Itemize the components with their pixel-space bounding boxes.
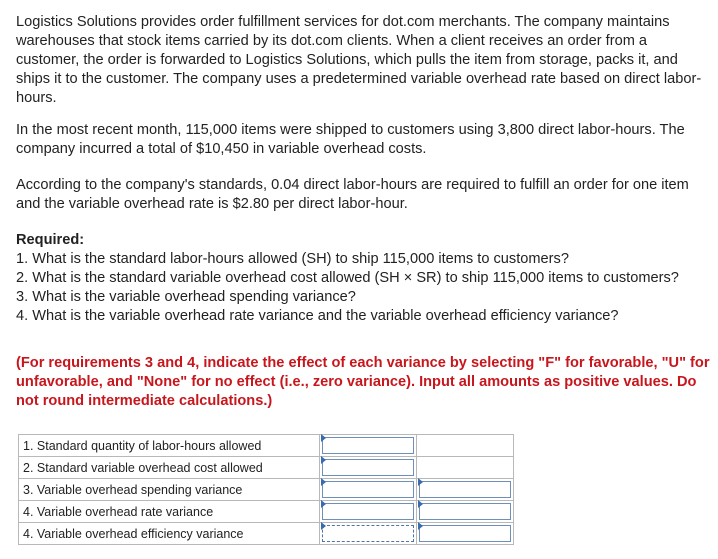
dropdown-marker-icon bbox=[418, 478, 423, 486]
input-marker-icon bbox=[321, 434, 326, 442]
input-marker-icon bbox=[321, 522, 326, 530]
amount-input[interactable] bbox=[322, 481, 414, 498]
input-marker-icon bbox=[321, 478, 326, 486]
answer-table bbox=[18, 434, 514, 545]
answer-row bbox=[19, 457, 514, 479]
empty-cell bbox=[417, 435, 514, 457]
effect-cell bbox=[417, 523, 514, 545]
standards-paragraph: According to the company's standards, 0.04 direct labor-hours are required to fulfill an order for one item and the variable overhead rate is $2.80 per direct labor-hour. bbox=[16, 177, 689, 212]
answer-row bbox=[19, 523, 514, 545]
amount-input[interactable] bbox=[322, 459, 414, 476]
required-item-1: 1. What is the standard labor-hours allowed (SH) to ship 115,000 items to customers? bbox=[16, 251, 569, 267]
answer-row bbox=[19, 435, 514, 457]
amount-input[interactable] bbox=[322, 503, 414, 520]
required-item-3: 3. What is the variable overhead spending variance? bbox=[16, 289, 356, 305]
answer-row bbox=[19, 501, 514, 523]
input-marker-icon bbox=[321, 456, 326, 464]
input-marker-icon bbox=[321, 500, 326, 508]
required-item-4: 4. What is the variable overhead rate variance and the variable overhead efficiency variance? bbox=[16, 308, 619, 324]
empty-cell bbox=[417, 457, 514, 479]
effect-cell bbox=[417, 479, 514, 501]
intro-paragraph: Logistics Solutions provides order fulfillment services for dot.com merchants. The company maintains warehouses that stock items carried by its dot.com clients. When a client receives an order from a customer, the order is forwarded to Logistics Solutions, which pulls the item from storage, packs it, and ships it to the customer. The company uses a predetermined variable overhead rate based on direct labor-hours. bbox=[16, 14, 702, 106]
row-label: 3. Variable overhead spending variance bbox=[19, 479, 320, 501]
amount-cell bbox=[320, 435, 417, 457]
dropdown-marker-icon bbox=[418, 522, 423, 530]
month-info-paragraph: In the most recent month, 115,000 items were shipped to customers using 3,800 direct labor-hours. The company incurred a total of $10,450 in variable overhead costs. bbox=[16, 122, 685, 157]
amount-cell bbox=[320, 501, 417, 523]
effect-cell bbox=[417, 501, 514, 523]
amount-input[interactable] bbox=[322, 525, 414, 542]
row-label: 2. Standard variable overhead cost allowed bbox=[19, 457, 320, 479]
instruction-note: (For requirements 3 and 4, indicate the effect of each variance by selecting "F" for favorable, "U" for unfavorable, and "None" for no effect (i.e., zero variance). Input all amounts as positive values. Do not round intermediate calculations.) bbox=[16, 355, 710, 409]
row-label: 1. Standard quantity of labor-hours allowed bbox=[19, 435, 320, 457]
required-section bbox=[16, 231, 712, 326]
answer-row bbox=[19, 479, 514, 501]
amount-input[interactable] bbox=[322, 437, 414, 454]
amount-cell bbox=[320, 457, 417, 479]
row-label: 4. Variable overhead efficiency variance bbox=[19, 523, 320, 545]
dropdown-marker-icon bbox=[418, 500, 423, 508]
required-heading: Required: bbox=[16, 232, 85, 248]
amount-cell bbox=[320, 523, 417, 545]
required-list bbox=[16, 250, 712, 326]
effect-select[interactable] bbox=[419, 503, 511, 520]
effect-select[interactable] bbox=[419, 481, 511, 498]
required-item-2: 2. What is the standard variable overhead cost allowed (SH × SR) to ship 115,000 items to customers? bbox=[16, 270, 679, 286]
amount-cell bbox=[320, 479, 417, 501]
effect-select[interactable] bbox=[419, 525, 511, 542]
row-label: 4. Variable overhead rate variance bbox=[19, 501, 320, 523]
